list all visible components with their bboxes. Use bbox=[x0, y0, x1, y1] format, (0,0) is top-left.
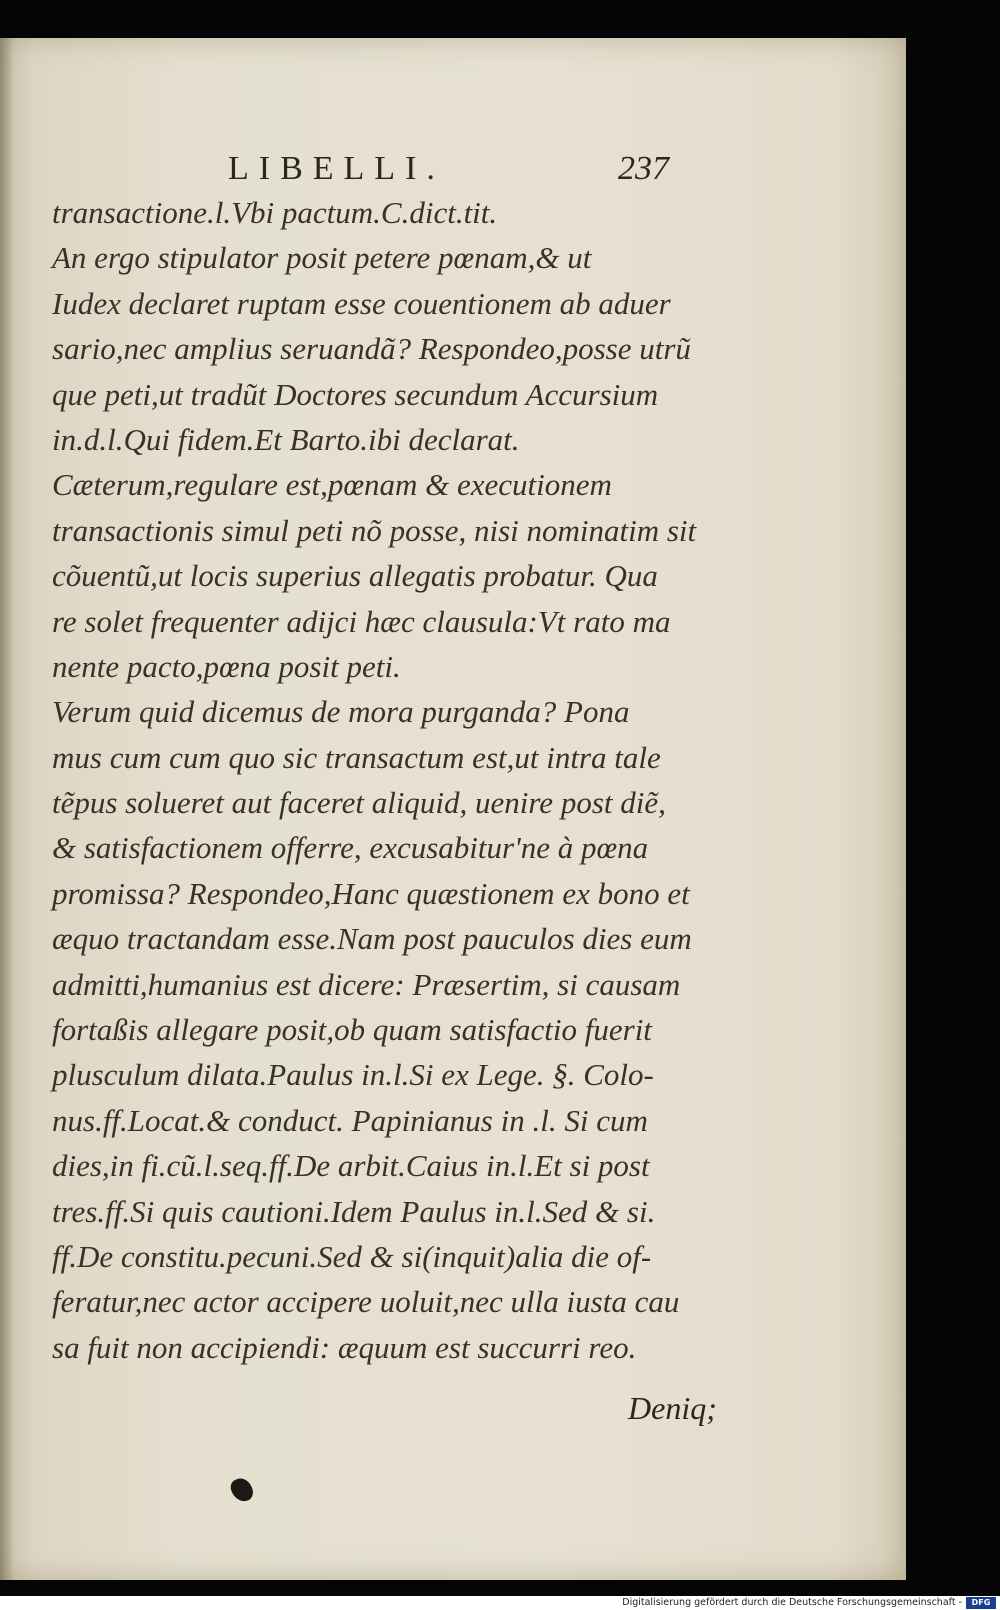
running-title: LIBELLI. bbox=[228, 150, 445, 187]
text-line: plusculum dilata.Paulus in.l.Si ex Lege. §. Colo- bbox=[52, 1057, 654, 1093]
text-line: cõuentũ,ut locis superius allegatis probatur. Qua bbox=[52, 558, 658, 594]
text-line: transactione.l.Vbi pactum.C.dict.tit. bbox=[52, 195, 498, 230]
book-page bbox=[0, 38, 906, 1580]
text-line: sa fuit non accipiendi: æquum est succurri reo. bbox=[52, 1329, 637, 1365]
text-line: sario,nec amplius seruandã? Respondeo,posse utrũ bbox=[52, 331, 691, 367]
text-line: & satisfactionem offerre, excusabitur'ne à pœna bbox=[52, 830, 649, 866]
text-line: Verum quid dicemus de mora purganda? Pona bbox=[52, 694, 630, 730]
catchword: Deniq; bbox=[628, 1390, 717, 1426]
text-line: An ergo stipulator posit petere pœnam,& ut bbox=[52, 240, 592, 276]
text-line: promissa? Respondeo,Hanc quæstionem ex bono et bbox=[52, 875, 690, 911]
text-line: transactionis simul peti nõ posse, nisi nominatim sit bbox=[52, 512, 697, 548]
digitization-footer bbox=[0, 1596, 1000, 1610]
text-line: re solet frequenter adijci hæc clausula:Vt rato ma bbox=[52, 603, 671, 639]
text-line: tẽpus solueret aut faceret aliquid, uenire post diẽ, bbox=[52, 785, 666, 821]
text-line: in.d.l.Qui fidem.Et Barto.ibi declarat. bbox=[52, 421, 520, 457]
text-line: nente pacto,pœna posit peti. bbox=[52, 648, 401, 684]
text-line: feratur,nec actor accipere uoluit,nec ulla iusta cau bbox=[52, 1284, 680, 1320]
dfg-logo: DFG bbox=[966, 1597, 996, 1609]
text-line: Iudex declaret ruptam esse couentionem ab aduer bbox=[52, 285, 671, 321]
text-line: que peti,ut tradũt Doctores secundum Accursium bbox=[52, 376, 659, 412]
text-line: tres.ff.Si quis cautioni.Idem Paulus in.l.Sed & si. bbox=[52, 1193, 656, 1229]
body-text bbox=[52, 190, 718, 1370]
text-line: ff.De constitu.pecuni.Sed & si(inquit)alia die of- bbox=[52, 1238, 652, 1274]
text-line: fortaßis allegare posit,ob quam satisfactio fuerit bbox=[52, 1012, 652, 1048]
text-line: Cæterum,regulare est,pœnam & executionem bbox=[52, 467, 612, 503]
text-line: mus cum cum quo sic transactum est,ut intra tale bbox=[52, 739, 661, 775]
running-head bbox=[0, 150, 906, 190]
text-line: dies,in fi.cũ.l.seq.ff.De arbit.Caius in.l.Et si post bbox=[52, 1148, 650, 1184]
text-line: nus.ff.Locat.& conduct. Papinianus in .l. Si cum bbox=[52, 1102, 648, 1138]
text-line: æquo tractandam esse.Nam post pauculos dies eum bbox=[52, 921, 692, 957]
footer-credit: Digitalisierung gefördert durch die Deutsche Forschungsgemeinschaft - bbox=[622, 1597, 962, 1608]
gutter-shadow bbox=[0, 38, 14, 1580]
text-line: admitti,humanius est dicere: Præsertim, si causam bbox=[52, 966, 681, 1002]
page-number: 237 bbox=[618, 150, 669, 187]
